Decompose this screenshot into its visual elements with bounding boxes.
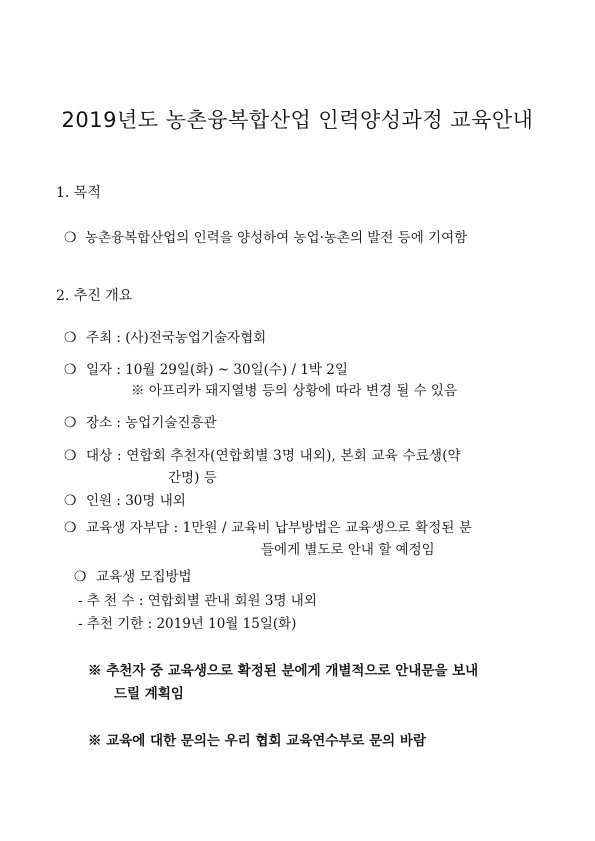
date-text: 일자 : 10월 29일(화) ~ 30일(수) / 1박 2일 — [86, 362, 348, 378]
bullet-icon: ❍ — [64, 230, 77, 246]
date-note: ※ 아프리카 돼지열병 등의 상황에 따라 변경 될 수 있음 — [131, 383, 457, 399]
section2-heading: 2. 추진 개요 — [56, 288, 133, 304]
bullet-icon: ❍ — [64, 448, 77, 464]
note-recommend-line2: 드릴 계획임 — [114, 686, 184, 702]
host-text: 주최 : (사)전국농업기술자협회 — [86, 330, 267, 346]
recruit-item-deadline: - 추천 기한 : 2019년 10월 15일(화) — [78, 616, 297, 632]
section1-heading: 1. 목적 — [56, 185, 101, 201]
purpose-text: 농촌융복합산업의 인력을 양성하여 농업·농촌의 발전 등에 기여함 — [85, 230, 468, 246]
bullet-icon: ❍ — [64, 493, 77, 509]
note-recommend-line1: ※ 추천자 중 교육생으로 확정된 분에게 개별적으로 안내문을 보내 — [88, 663, 479, 679]
fee-text-line1: 교육생 자부담 : 1만원 / 교육비 납부방법은 교육생으로 확정된 분 — [86, 520, 473, 536]
document-title: 2019년도 농촌융복합산업 인력양성과정 교육안내 — [61, 108, 534, 132]
venue-text: 장소 : 농업기술진흥관 — [86, 415, 217, 431]
note-inquiry: ※ 교육에 대한 문의는 우리 협회 교육연수부로 문의 바람 — [88, 733, 427, 749]
bullet-icon: ❍ — [74, 569, 87, 585]
bullet-icon: ❍ — [64, 330, 77, 346]
recruit-heading: 교육생 모집방법 — [96, 569, 192, 585]
bullet-icon: ❍ — [64, 415, 77, 431]
count-text: 인원 : 30명 내외 — [86, 493, 186, 509]
fee-text-line2: 들에게 별도로 안내 할 예정임 — [261, 542, 435, 558]
target-text-line2: 간명) 등 — [168, 470, 217, 486]
bullet-icon: ❍ — [64, 520, 77, 536]
bullet-icon: ❍ — [64, 362, 77, 378]
recruit-item-count: - 추 천 수 : 연합회별 관내 회원 3명 내외 — [78, 593, 317, 609]
target-text-line1: 대상 : 연합회 추천자(연합회별 3명 내외), 본회 교육 수료생(약 — [86, 448, 461, 464]
